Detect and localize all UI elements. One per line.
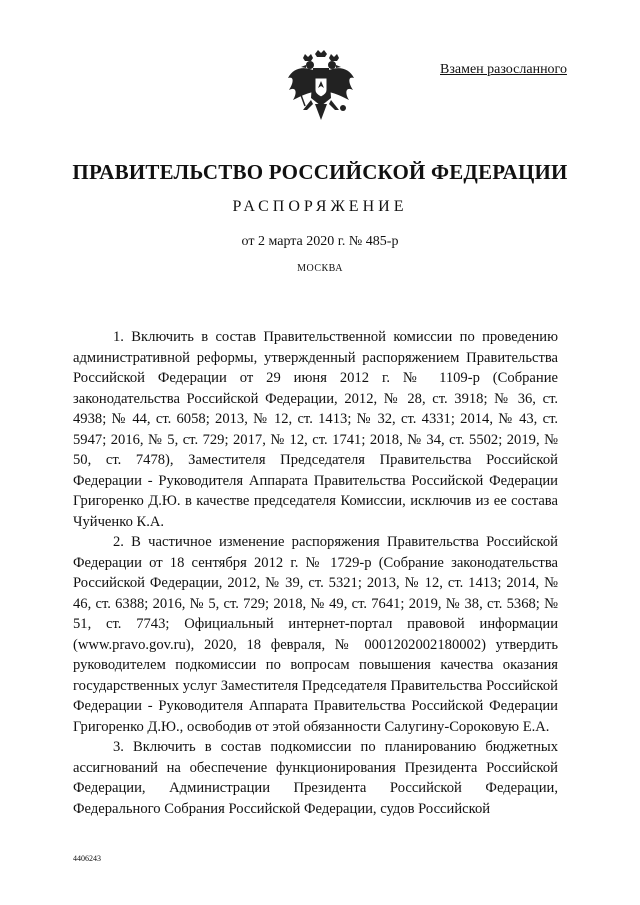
document-city: МОСКВА <box>297 263 343 274</box>
paragraph-1: 1. Включить в состав Правительственной комиссии по проведению административной реформы, утвержденный распоряжением Правительства Российской Федерации от 29 июня 2012 г. № 1109-р (Собрание законодательства Российской Федерации, 2012, № 28, ст. 3918; № 36, ст. 4938; № 44, ст. 6058; 2013, № 12, ст. 1413; № 32, ст. 4331; 2014, № 43, ст. 5947; 2016, № 5, ст. 729; 2017, № 12, ст. 1741; 2018, № 34, ст. 5502; 2019, № 50, ст. 7478), Заместителя Председателя Правительства Российской Федерации - Руководителя Аппарата Правительства Российской Федерации Григоренко Д.Ю. в качестве председателя Комиссии, исключив из ее состава Чуйченко К.А. <box>73 329 558 530</box>
coat-of-arms-icon <box>285 48 357 128</box>
paragraph-2: 2. В частичное изменение распоряжения Правительства Российской Федерации от 18 сентября 2012 г. № 1729-р (Собрание законодательства Российской Федерации, 2012, № 39, ст. 5321; 2013, № 12, ст. 1413; 2014, № 46, ст. 6388; 2016, № 5, ст. 729; 2018, № 49, ст. 7641; 2019, № 38, ст. 5368; № 51, ст. 7743; Официальный интернет-портал правовой информации (www.pravo.gov.ru), 2020, 18 февраля, № 0001202002180002) утвердить руководителем подкомиссии по вопросам повышения качества оказания государственных услуг Заместителя Председателя Правительства Российской Федерации - Руководителя Аппарата Правительства Российской Федерации Григоренко Д.Ю., освободив от этой обязанности Салугину-Сороковую Е.А. <box>73 534 558 735</box>
document-date-number: от 2 марта 2020 г. № 485-р <box>241 234 399 249</box>
replace-note: Взамен разосланного <box>440 62 567 77</box>
organization-title: ПРАВИТЕЛЬСТВО РОССИЙСКОЙ ФЕДЕРАЦИИ <box>72 160 568 184</box>
document-body <box>73 327 558 819</box>
document-type: РАСПОРЯЖЕНИЕ <box>232 198 408 215</box>
paragraph-3: 3. Включить в состав подкомиссии по планированию бюджетных ассигнований на обеспечение функционирования Президента Российской Федерации, Администрации Президента Российской Федерации, Федерального Собрания Российской Федерации, судов Российской <box>73 739 558 817</box>
document-code: 4406243 <box>73 854 101 863</box>
